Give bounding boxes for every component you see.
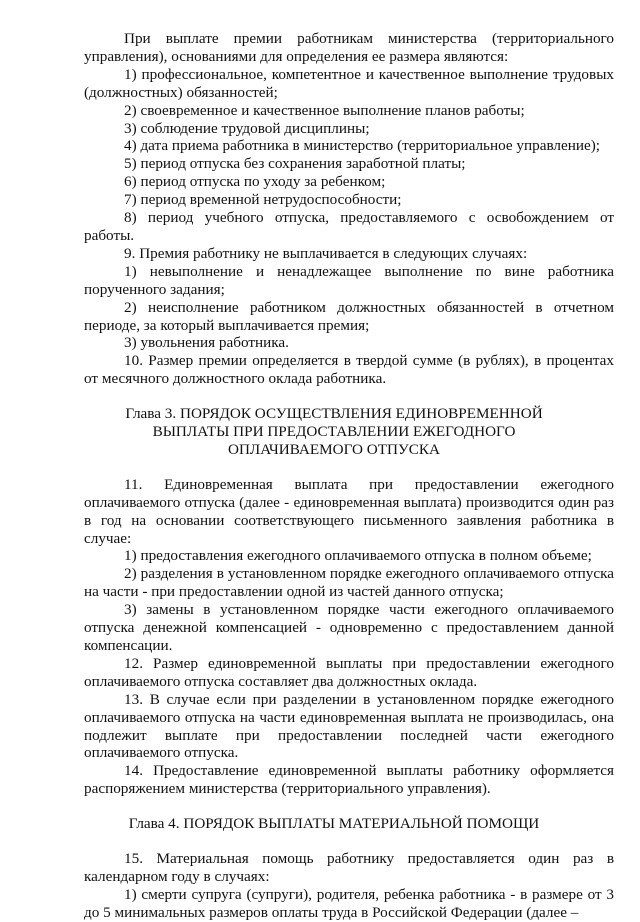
chapter-3-heading: Глава 3. ПОРЯДОК ОСУЩЕСТВЛЕНИЯ ЕДИНОВРЕМЕННОЙ ВЫПЛАТЫ ПРИ ПРЕДОСТАВЛЕНИИ ЕЖЕГОДНОГО ОПЛАЧИВАЕМОГО ОТПУСКА (125, 405, 543, 458)
paragraph: 13. В случае если при разделении в установленном порядке ежегодного оплачиваемого отпуска на части единовременная выплата не производилась, она подлежит выплате при предоставлении последней части ежегодного оплачиваемого отпуска. (84, 690, 614, 762)
list-item: 7) период временной нетрудоспособности; (124, 191, 402, 209)
list-item: 4) дата приема работника в министерство (территориальное управление); (124, 137, 601, 155)
paragraph: 9. Премия работнику не выплачивается в следующих случаях: (124, 244, 528, 262)
spacer (84, 388, 614, 405)
paragraph: 15. Материальная помощь работнику предоставляется один раз в календарном году в случаях: (84, 850, 614, 885)
paragraph: При выплате премии работникам министерства (территориального управления), основаниями для определения ее размера являются: (84, 30, 614, 65)
paragraph: 14. Предоставление единовременной выплаты работнику оформляется распоряжением министерства (территориального управления). (84, 762, 614, 798)
list-item: 3) соблюдение трудовой дисциплины; (124, 119, 370, 137)
list-item: 6) период отпуска по уходу за ребенком; (124, 173, 386, 191)
list-item: 8) период учебного отпуска, предоставляемого с освобождением от работы. (84, 209, 614, 244)
list-item: 5) период отпуска без сохранения заработной платы; (124, 155, 466, 173)
spacer (84, 459, 614, 476)
list-item: 1) невыполнение и ненадлежащее выполнение по вине работника порученного задания; (84, 262, 614, 298)
list-item: 2) своевременное и качественное выполнение планов работы; (124, 101, 525, 119)
paragraph: 10. Размер премии определяется в твердой сумме (в рублях), в процентах от месячного должностного оклада работника. (84, 352, 614, 388)
list-item: 3) увольнения работника. (124, 334, 289, 352)
paragraph: 11. Единовременная выплата при предоставлении ежегодного оплачиваемого отпуска (далее - единовременная выплата) производится один раз в год на основании соответствующего письменного заявления работника в случае: (84, 475, 614, 547)
paragraph: 12. Размер единовременной выплаты при предоставлении ежегодного оплачиваемого отпуска составляет два должностных оклада. (84, 654, 614, 690)
chapter-4-heading: Глава 4. ПОРЯДОК ВЫПЛАТЫ МАТЕРИАЛЬНОЙ ПОМОЩИ (128, 815, 540, 833)
list-item: 2) разделения в установленном порядке ежегодного оплачиваемого отпуска на части - при предоставлении одной из частей данного отпуска; (84, 565, 614, 601)
spacer (84, 798, 614, 815)
list-item: 1) профессиональное, компетентное и качественное выполнение трудовых (должностных) обязанностей; (84, 65, 614, 101)
list-item: 1) предоставления ежегодного оплачиваемого отпуска в полном объеме; (124, 547, 592, 565)
list-item: 3) замены в установленном порядке части ежегодного оплачиваемого отпуска денежной компенсацией - одновременно с предоставлением данной компенсации. (84, 601, 614, 654)
list-item: 2) неисполнение работником должностных обязанностей в отчетном периоде, за который выплачивается премия; (84, 298, 614, 334)
spacer (84, 833, 614, 850)
list-item: 1) смерти супруга (супруги), родителя, ребенка работника - в размере от 3 до 5 минимальных размеров оплаты труда в Российской Федерации (далее – (84, 885, 614, 921)
